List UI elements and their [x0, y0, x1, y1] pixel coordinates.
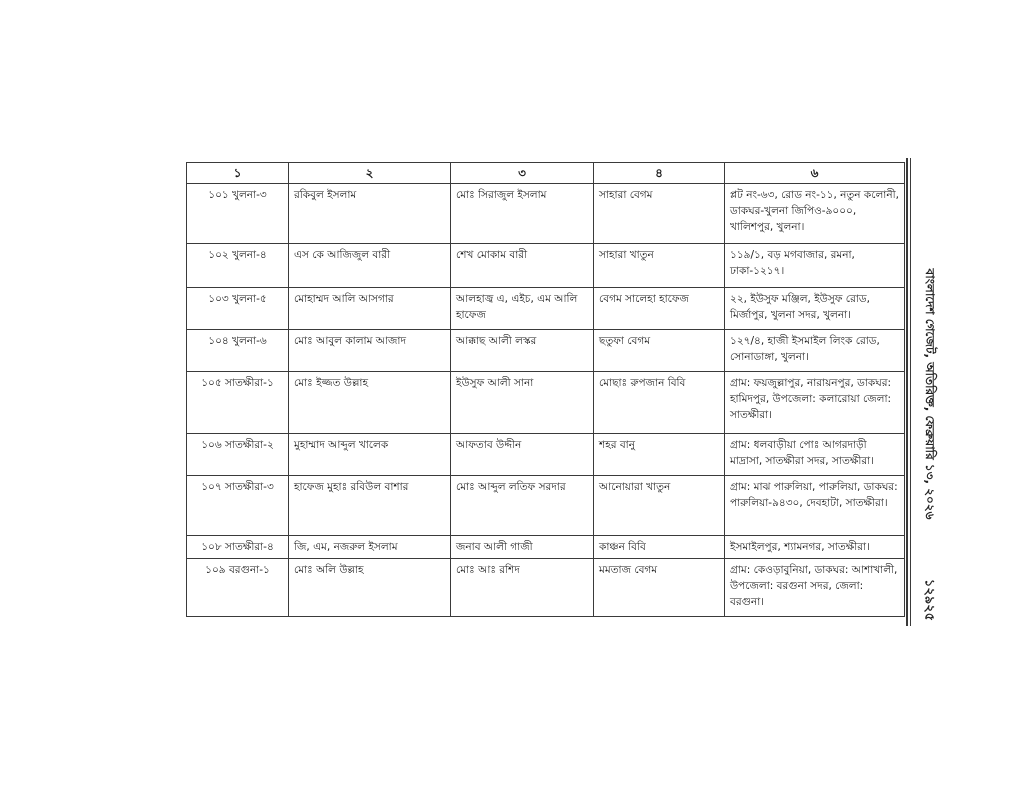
table-row	[187, 559, 905, 617]
table-row	[187, 536, 905, 559]
father-cell: আলহাজ্ব এ, এইচ, এম আলি হাফেজ	[451, 288, 594, 330]
address-cell: ১১৯/১, বড় মগবাজার, রমনা, ঢাকা-১২১৭।	[725, 244, 905, 288]
table-row	[187, 288, 905, 330]
father-cell: মোঃ সিরাজুল ইসলাম	[451, 184, 594, 244]
address-cell: গ্রাম: কেওড়াবুনিয়া, ডাকঘর: আশাখালী, উপজেলা: বরগুনা সদর, জেলা: বরগুনা।	[725, 559, 905, 617]
address-cell: ইসমাইলপুর, শ্যামনগর, সাতক্ষীরা।	[725, 536, 905, 559]
seat-cell: ১০২ খুলনা-৪	[187, 244, 289, 288]
mother-cell: বেগম সালেহা হাফেজ	[594, 288, 725, 330]
father-cell: মোঃ আঃ রশিদ	[451, 559, 594, 617]
running-head: বাংলাদেশ গেজেট, অতিরিক্ত, ফেব্রুয়ারি ১৩, ২০২৬	[923, 268, 937, 520]
address-cell: ১২৭/৪, হাজী ইসমাইল লিংক রোড, সোনাডাঙ্গা, খুলনা।	[725, 330, 905, 372]
seat-cell: ১০৪ খুলনা-৬	[187, 330, 289, 372]
table-row	[187, 244, 905, 288]
father-cell: শেখ মোকাম বারী	[451, 244, 594, 288]
seat-cell: ১০১ খুলনা-৩	[187, 184, 289, 244]
seat-cell: ১০৬ সাতক্ষীরা-২	[187, 434, 289, 476]
table-row	[187, 330, 905, 372]
column-header-mother: ৪	[594, 163, 725, 184]
seat-cell: ১০৩ খুলনা-৫	[187, 288, 289, 330]
margin-rule	[906, 158, 908, 626]
address-cell: গ্রাম: মাঝ পারুলিয়া, পারুলিয়া, ডাকঘর: পারুলিয়া-৯৪৩০, দেবহাটা, সাতক্ষীরা।	[725, 476, 905, 536]
page-number: ১২৯২৫	[921, 578, 937, 622]
name-cell: রকিবুল ইসলাম	[289, 184, 451, 244]
mother-cell: সাহারা খাতুন	[594, 244, 725, 288]
mother-cell: মোছাঃ রুপজান বিবি	[594, 372, 725, 434]
address-cell: গ্রাম: ফয়জুল্লাপুর, নারায়নপুর, ডাকঘর: হামিদপুর, উপজেলা: কলারোয়া জেলা: সাতক্ষীরা।	[725, 372, 905, 434]
father-cell: আফতাব উদ্দীন	[451, 434, 594, 476]
seat-cell: ১০৯ বরগুনা-১	[187, 559, 289, 617]
father-cell: ইউসুফ আলী সানা	[451, 372, 594, 434]
father-cell: আক্কাছ আলী লস্কর	[451, 330, 594, 372]
seat-cell: ১০৭ সাতক্ষীরা-৩	[187, 476, 289, 536]
father-cell: মোঃ আব্দুল লতিফ সরদার	[451, 476, 594, 536]
name-cell: মোহাম্মদ আলি আসগার	[289, 288, 451, 330]
table-row	[187, 184, 905, 244]
column-header-father: ৩	[451, 163, 594, 184]
address-cell: প্লট নং-৬৩, রোড নং-১১, নতুন কলোনী, ডাকঘর-খুলনা জিপিও-৯০০০, খালিশপুর, খুলনা।	[725, 184, 905, 244]
margin-rule-inner	[910, 158, 911, 626]
mother-cell: শহর বানু	[594, 434, 725, 476]
father-cell: জনাব আলী গাজী	[451, 536, 594, 559]
table-row	[187, 434, 905, 476]
table-header-row	[187, 163, 905, 184]
table-row	[187, 476, 905, 536]
mother-cell: ছতুফা বেগম	[594, 330, 725, 372]
address-cell: ২২, ইউসুফ মঞ্জিল, ইউসুফ রোড, মির্জাপুর, খুলনা সদর, খুলনা।	[725, 288, 905, 330]
mother-cell: সাহারা বেগম	[594, 184, 725, 244]
seat-cell: ১০৫ সাতক্ষীরা-১	[187, 372, 289, 434]
address-cell: গ্রাম: ধলবাড়ীয়া পোঃ আগরদাড়ী মাদ্রাসা, সাতক্ষীরা সদর, সাতক্ষীরা।	[725, 434, 905, 476]
column-header-name: ২	[289, 163, 451, 184]
column-header-seat: ১	[187, 163, 289, 184]
mother-cell: কাঞ্চন বিবি	[594, 536, 725, 559]
name-cell: জি, এম, নজরুল ইসলাম	[289, 536, 451, 559]
name-cell: এস কে আজিজুল বারী	[289, 244, 451, 288]
candidate-table	[186, 162, 905, 617]
seat-cell: ১০৮ সাতক্ষীরা-৪	[187, 536, 289, 559]
name-cell: মোঃ ইজ্জত উল্লাহ	[289, 372, 451, 434]
name-cell: মোঃ আবুল কালাম আজাদ	[289, 330, 451, 372]
name-cell: মুহাম্মাদ আব্দুল খালেক	[289, 434, 451, 476]
name-cell: হাফেজ মুহাঃ রবিউল বাশার	[289, 476, 451, 536]
mother-cell: আনোয়ারা খাতুন	[594, 476, 725, 536]
mother-cell: মমতাজ বেগম	[594, 559, 725, 617]
table-row	[187, 372, 905, 434]
name-cell: মোঃ অলি উল্লাহ	[289, 559, 451, 617]
column-header-address: ৬	[725, 163, 905, 184]
